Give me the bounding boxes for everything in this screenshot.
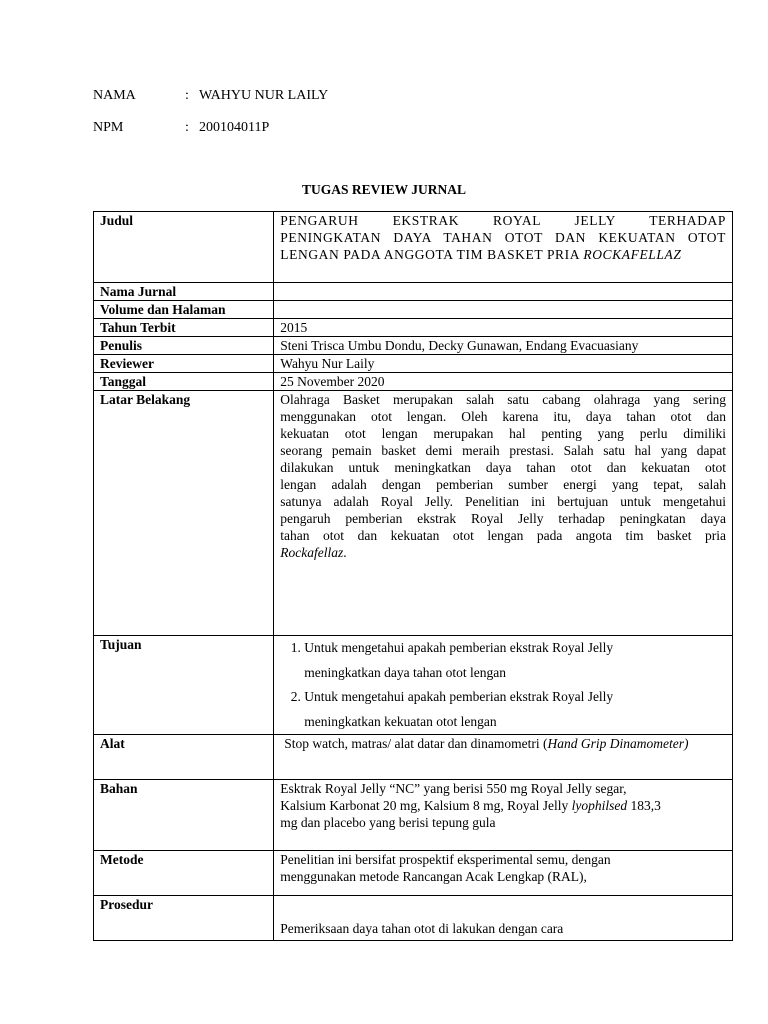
bahan-line-2 (280, 797, 726, 814)
latar-line-last (280, 544, 726, 561)
npm-value: 200104011P (199, 120, 270, 135)
judul-line-3-italic: ROCKAFELLAZ (583, 247, 682, 262)
bahan-label: Bahan (94, 780, 274, 851)
bahan-line-3: mg dan placebo yang berisi tepung gula (280, 815, 496, 830)
page-title: TUGAS REVIEW JURNAL (301, 182, 467, 197)
metode-line-1: Penelitian ini bersifat prospektif eksperimental semu, dengan (280, 852, 611, 867)
tujuan-item-line-1: 1. Untuk mengetahui apakah pemberian ekstrak Royal Jelly (304, 640, 614, 655)
tanggal-label: Tanggal (94, 373, 274, 391)
tujuan-label: Tujuan (94, 636, 274, 735)
tanggal-value: 25 November 2020 (274, 373, 733, 391)
row-tujuan (94, 636, 733, 735)
latar-line: tahan otot dan kekuatan otot lengan pada angota tim basket pria (280, 528, 726, 543)
alat-text: Stop watch, matras/ alat datar dan dinamometri ( (284, 736, 548, 751)
nama-jurnal-label: Nama Jurnal (94, 283, 274, 301)
tujuan-item (304, 685, 726, 734)
alat-value (274, 735, 733, 780)
penulis-label: Penulis (94, 337, 274, 355)
row-tanggal (94, 373, 733, 391)
row-penulis (94, 337, 733, 355)
tujuan-item-line-2: meningkatkan daya tahan otot lengan (304, 664, 506, 680)
latar-line: Olahraga Basket merupakan salah satu cabang olahraga yang sering (280, 392, 726, 407)
judul-line-1: PENGARUH EKSTRAK ROYAL JELLY TERHADAP (280, 213, 726, 228)
latar-line: pengaruh pemberian ekstrak Royal Jelly terhadap peningkatan daya (280, 511, 726, 526)
tujuan-item-line-1: 2. Untuk mengetahui apakah pemberian ekstrak Royal Jelly (304, 689, 614, 704)
tujuan-value (274, 636, 733, 735)
row-latar-belakang (94, 391, 733, 636)
alat-label: Alat (94, 735, 274, 780)
latar-line: menggunakan otot lengan. Oleh karena itu, daya tahan otot dan (280, 409, 726, 424)
nama-value: WAHYU NUR LAILY (199, 88, 329, 103)
prosedur-label: Prosedur (94, 896, 274, 941)
latar-line: satunya adalah Royal Jelly. Penelitian ini bertujuan untuk mengetahui (280, 494, 726, 509)
row-volume (94, 301, 733, 319)
npm-separator: : (185, 120, 189, 135)
latar-line: kekuatan otot lengan merupakan hal penting yang perlu dimiliki (280, 426, 726, 441)
nama-separator: : (185, 88, 189, 103)
judul-line-3 (280, 246, 726, 263)
row-prosedur (94, 896, 733, 941)
latar-last-suffix: . (343, 545, 347, 560)
volume-label: Volume dan Halaman (94, 301, 274, 319)
latar-belakang-label: Latar Belakang (94, 391, 274, 636)
bahan-line-2-italic: lyophilsed (571, 798, 628, 813)
row-tahun (94, 319, 733, 337)
latar-last-italic: Rockafellaz (280, 545, 344, 560)
judul-line-2: PENINGKATAN DAYA TAHAN OTOT DAN KEKUATAN OTOT (280, 230, 726, 245)
row-alat (94, 735, 733, 780)
tujuan-item-line-2: meningkatkan kekuatan otot lengan (304, 713, 497, 729)
npm-label: NPM (93, 120, 124, 135)
penulis-value: Steni Trisca Umbu Dondu, Decky Gunawan, Endang Evacuasiany (274, 337, 733, 355)
bahan-line-2-text: Kalsium Karbonat 20 mg, Kalsium 8 mg, Royal Jelly (280, 798, 572, 813)
tujuan-list (280, 636, 726, 734)
judul-value (274, 212, 733, 283)
bahan-line-1: Esktrak Royal Jelly “NC” yang berisi 550 mg Royal Jelly segar, (280, 781, 627, 796)
bahan-line-2-suffix: 183,3 (627, 798, 661, 813)
prosedur-text: Pemeriksaan daya tahan otot di lakukan dengan cara (280, 921, 564, 936)
latar-line: seorang pemain basket demi meraih prestasi. Salah satu hal yang dapat (280, 443, 726, 458)
reviewer-label: Reviewer (94, 355, 274, 373)
row-reviewer (94, 355, 733, 373)
judul-label: Judul (94, 212, 274, 283)
row-metode (94, 851, 733, 896)
metode-label: Metode (94, 851, 274, 896)
latar-belakang-value (274, 391, 733, 636)
bahan-value (274, 780, 733, 851)
review-table (93, 211, 733, 941)
latar-line: lengan adalah dengan pemberian sumber energi yang tepat, salah (280, 477, 726, 492)
alat-italic: Hand Grip Dinamometer) (547, 736, 689, 751)
prosedur-value (274, 896, 733, 941)
nama-jurnal-value (274, 283, 733, 301)
judul-line-3-text: LENGAN PADA ANGGOTA TIM BASKET PRIA (280, 247, 584, 262)
reviewer-value: Wahyu Nur Laily (274, 355, 733, 373)
tujuan-item (304, 636, 726, 685)
metode-value (274, 851, 733, 896)
volume-value (274, 301, 733, 319)
row-judul (94, 212, 733, 283)
nama-label: NAMA (93, 88, 136, 103)
tahun-value: 2015 (274, 319, 733, 337)
metode-line-2: menggunakan metode Rancangan Acak Lengkap (RAL), (280, 869, 587, 884)
latar-line: dilakukan untuk meningkatkan daya tahan otot dan kekuatan otot (280, 460, 726, 475)
tahun-label: Tahun Terbit (94, 319, 274, 337)
row-nama-jurnal (94, 283, 733, 301)
row-bahan (94, 780, 733, 851)
